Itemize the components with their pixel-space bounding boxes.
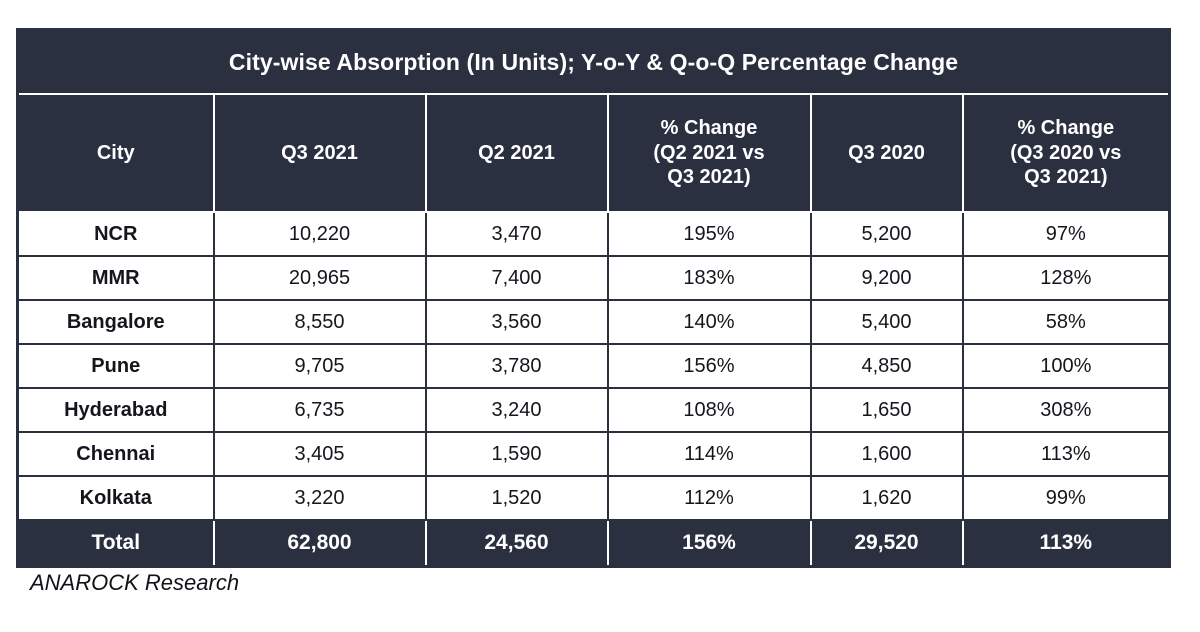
cell-chennai-change-q2: 114% — [608, 432, 811, 476]
total-label: Total — [18, 520, 214, 567]
table-title-row — [18, 30, 1170, 95]
table-row — [18, 212, 1170, 256]
cell-mmr-q3-2020: 9,200 — [811, 256, 963, 300]
cell-mmr-change-q2: 183% — [608, 256, 811, 300]
total-q3-2021: 62,800 — [214, 520, 426, 567]
cell-bangalore-q3-2020: 5,400 — [811, 300, 963, 344]
cell-pune-q3-2021: 9,705 — [214, 344, 426, 388]
column-header-q3-2021-line-1: Q3 2021 — [281, 141, 358, 164]
source-note: ANAROCK Research — [30, 570, 240, 595]
column-header-change-q2-line-1: % Change — [660, 117, 758, 140]
cell-hyderabad-q3-2021: 6,735 — [214, 388, 426, 432]
cell-chennai-q3-2020: 1,600 — [811, 432, 963, 476]
column-header-change-q3-2020-line-3: Q3 2021) — [1024, 166, 1108, 189]
cell-kolkata-q2-2021: 1,520 — [426, 476, 608, 520]
column-header-change-q3-2020-line-2: (Q3 2020 vs — [1010, 141, 1122, 164]
cell-kolkata-q3-2021: 3,220 — [214, 476, 426, 520]
column-header-city-line-1: City — [96, 141, 135, 164]
row-city-mmr: MMR — [18, 256, 214, 300]
column-header-q2-2021 — [426, 94, 608, 212]
cell-pune-change-q2: 156% — [608, 344, 811, 388]
absorption-table-container — [16, 28, 1168, 568]
cell-ncr-q3-2021: 10,220 — [214, 212, 426, 256]
cell-bangalore-q3-2021: 8,550 — [214, 300, 426, 344]
table-row — [18, 256, 1170, 300]
table-row — [18, 344, 1170, 388]
table-row — [18, 388, 1170, 432]
cell-hyderabad-q3-2020: 1,650 — [811, 388, 963, 432]
cell-hyderabad-change-q3-2020: 308% — [963, 388, 1170, 432]
cell-mmr-q2-2021: 7,400 — [426, 256, 608, 300]
total-q3-2020: 29,520 — [811, 520, 963, 567]
column-header-change-q2-line-3: Q3 2021) — [667, 166, 751, 189]
cell-mmr-q3-2021: 20,965 — [214, 256, 426, 300]
cell-mmr-change-q3-2020: 128% — [963, 256, 1170, 300]
absorption-table — [16, 28, 1171, 568]
total-change-q3-2020: 113% — [963, 520, 1170, 567]
page-title: City-wise Absorption (In Units); Y-o-Y & Q-o-Q Percentage Change — [18, 30, 1170, 95]
row-city-hyderabad: Hyderabad — [18, 388, 214, 432]
total-change-q2: 156% — [608, 520, 811, 567]
cell-pune-q2-2021: 3,780 — [426, 344, 608, 388]
cell-bangalore-q2-2021: 3,560 — [426, 300, 608, 344]
cell-chennai-change-q3-2020: 113% — [963, 432, 1170, 476]
row-city-pune: Pune — [18, 344, 214, 388]
cell-hyderabad-q2-2021: 3,240 — [426, 388, 608, 432]
column-header-change-q3-2020-line-1: % Change — [1017, 117, 1115, 140]
cell-kolkata-change-q2: 112% — [608, 476, 811, 520]
cell-kolkata-q3-2020: 1,620 — [811, 476, 963, 520]
cell-chennai-q3-2021: 3,405 — [214, 432, 426, 476]
cell-bangalore-change-q2: 140% — [608, 300, 811, 344]
cell-ncr-q3-2020: 5,200 — [811, 212, 963, 256]
column-header-q3-2020-line-1: Q3 2020 — [848, 141, 925, 164]
table-row — [18, 432, 1170, 476]
column-header-change-q2-vs-q3-2021 — [608, 94, 811, 212]
cell-hyderabad-change-q2: 108% — [608, 388, 811, 432]
table-row — [18, 476, 1170, 520]
column-header-q2-2021-line-1: Q2 2021 — [478, 141, 555, 164]
column-header-q3-2020 — [811, 94, 963, 212]
cell-ncr-q2-2021: 3,470 — [426, 212, 608, 256]
table-row — [18, 300, 1170, 344]
cell-chennai-q2-2021: 1,590 — [426, 432, 608, 476]
row-city-bangalore: Bangalore — [18, 300, 214, 344]
column-header-change-q3-2020-vs-q3-2021 — [963, 94, 1170, 212]
total-q2-2021: 24,560 — [426, 520, 608, 567]
cell-kolkata-change-q3-2020: 99% — [963, 476, 1170, 520]
cell-bangalore-change-q3-2020: 58% — [963, 300, 1170, 344]
column-header-q3-2021 — [214, 94, 426, 212]
column-header-city — [18, 94, 214, 212]
row-city-ncr: NCR — [18, 212, 214, 256]
column-header-change-q2-line-2: (Q2 2021 vs — [653, 141, 765, 164]
row-city-chennai: Chennai — [18, 432, 214, 476]
cell-pune-q3-2020: 4,850 — [811, 344, 963, 388]
cell-ncr-change-q2: 195% — [608, 212, 811, 256]
cell-ncr-change-q3-2020: 97% — [963, 212, 1170, 256]
table-total-row — [18, 520, 1170, 567]
table-header-row — [18, 94, 1170, 212]
cell-pune-change-q3-2020: 100% — [963, 344, 1170, 388]
row-city-kolkata: Kolkata — [18, 476, 214, 520]
